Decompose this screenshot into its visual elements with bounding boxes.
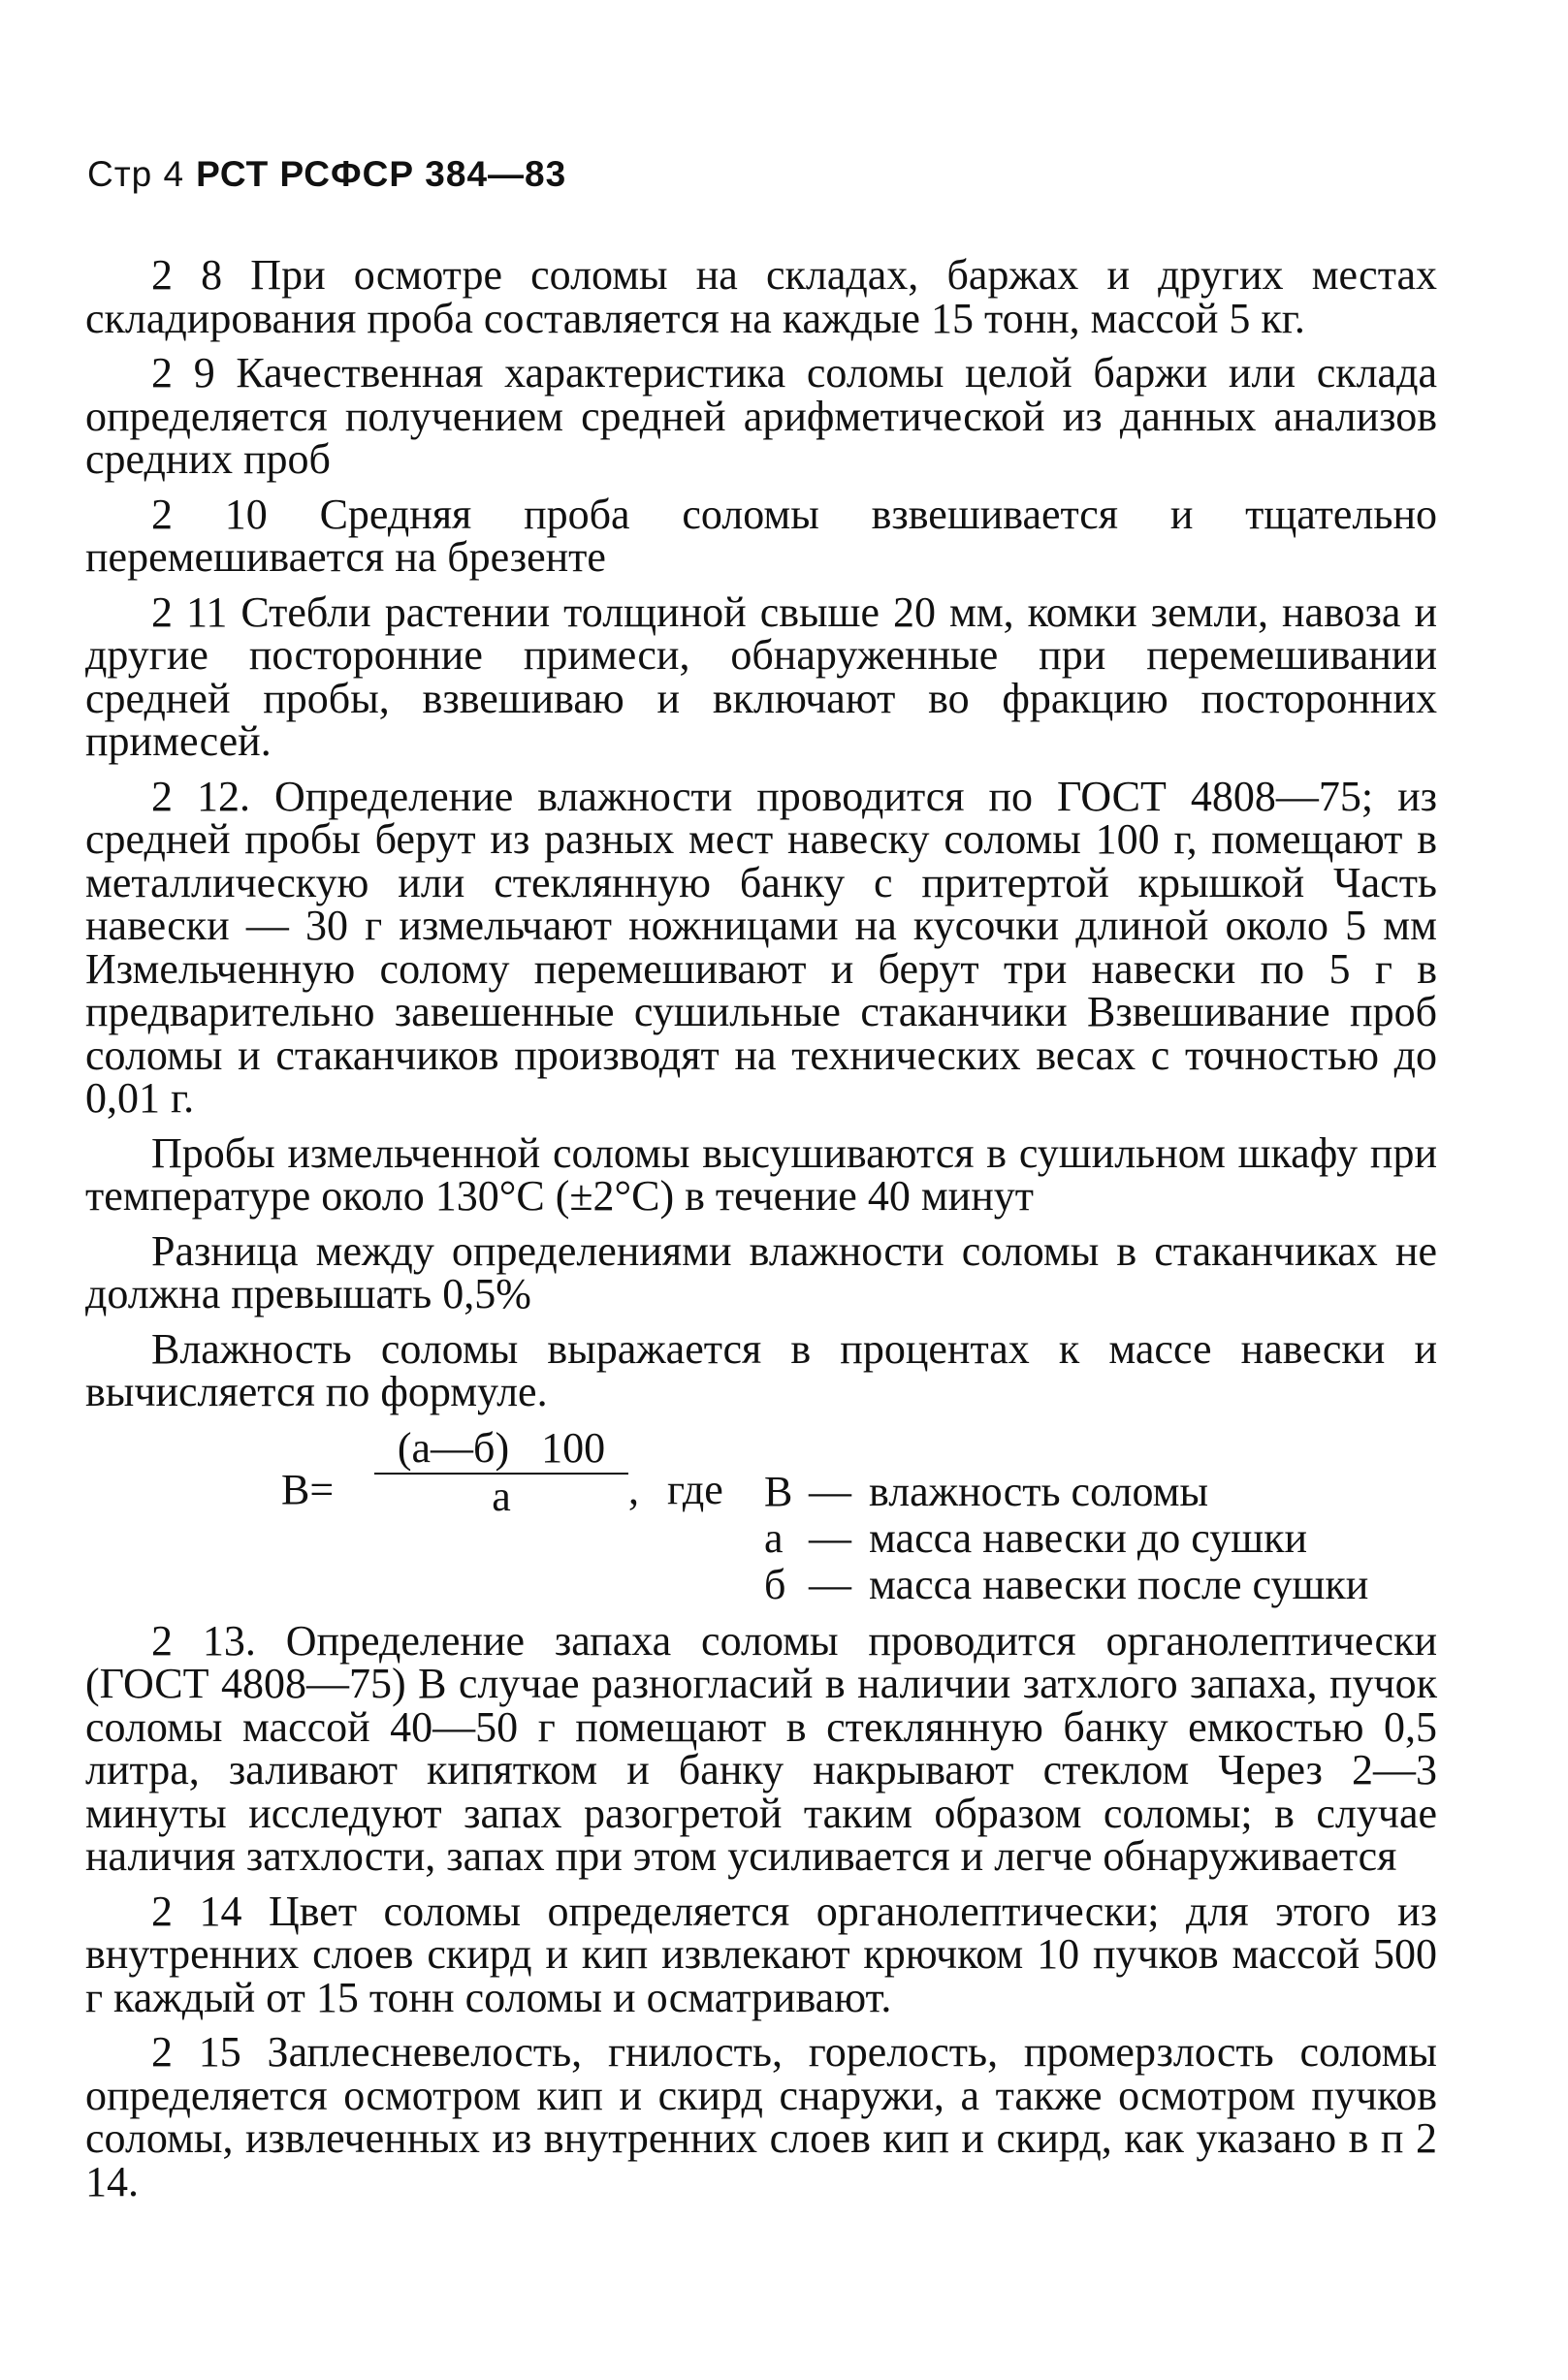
- moisture-formula: [85, 1423, 1437, 1610]
- paragraph-formula-intro: Влажность соломы выражается в процентах к массе навески и вычисляется по формуле.: [85, 1324, 1437, 1415]
- document-code: РСТ РСФСР 384—83: [196, 154, 567, 194]
- legend-symbol: а: [764, 1513, 784, 1562]
- paragraph-2-13: 2 13. Определение запаха соломы проводится органолептически (ГОСТ 4808—75) В случае разногласий в наличии затхлого запаха, пучок соломы массой 40—50 г помещают в стеклянную банку емкостью 0,5 литра, заливают кипятком и банку накрывают стеклом Через 2—3 минуты исследуют запах разогретой таким образом соломы; в случае наличия затхлости, запах при этом усиливается и легче обнаруживается: [85, 1616, 1437, 1880]
- legend-dash: —: [809, 1513, 851, 1562]
- legend-dash: —: [809, 1560, 851, 1608]
- formula-lhs: В=: [281, 1465, 335, 1513]
- paragraph-tolerance: Разница между определениями влажности соломы в стаканчиках не должна превышать 0,5%: [85, 1226, 1437, 1317]
- legend-text: масса навески до сушки: [869, 1513, 1308, 1562]
- legend-dash: —: [809, 1467, 851, 1515]
- paragraph-2-15: 2 15 Заплесневелость, гнилость, горелость, промерзлость соломы определяется осмотром кип и скирд снаружи, а также осмотром пучков соломы, извлеченных из внутренних слоев кип и скирд, как указано в п 2 14.: [85, 2028, 1437, 2205]
- formula-numerator: (а—б) 100: [397, 1423, 606, 1472]
- legend-row-mass-before: [764, 1515, 1368, 1562]
- legend-row-mass-after: [764, 1562, 1368, 1608]
- paragraph-2-8: 2 8 При осмотре соломы на складах, баржах и других местах складирования проба составляется на каждые 15 тонн, массой 5 кг.: [85, 251, 1437, 342]
- paragraph-drying: Пробы измельченной соломы высушиваются в сушильном шкафу при температуре около 130°С (±2°С) в течение 40 минут: [85, 1128, 1437, 1220]
- paragraph-2-14: 2 14 Цвет соломы определяется органолептически; для этого из внутренних слоев скирд и кип извлекают крючком 10 пучков массой 500 г каждый от 15 тонн соломы и осматривают.: [85, 1887, 1437, 2021]
- paragraph-2-12: 2 12. Определение влажности проводится по ГОСТ 4808—75; из средней пробы берут из разных мест навеску соломы 100 г, помещают в металлическую или стеклянную банку с притертой крышкой Часть навески — 30 г измельчают ножницами на кусочки длиной около 5 мм Измельченную солому перемешивают и берут три навески по 5 г в предварительно завешенные сушильные стаканчики Взвешивание проб соломы и стаканчиков производят на технических весах с точностью до 0,01 г.: [85, 772, 1437, 1122]
- legend-text: масса навески после сушки: [869, 1560, 1369, 1608]
- formula-where: где: [667, 1465, 723, 1513]
- legend-row-moisture: [764, 1469, 1368, 1515]
- formula-denominator: а: [492, 1472, 511, 1520]
- formula-legend: [764, 1469, 1368, 1608]
- paragraph-2-10: 2 10 Средняя проба соломы взвешивается и тщательно перемешивается на брезенте: [85, 490, 1437, 581]
- legend-symbol: б: [764, 1560, 786, 1608]
- page-header: [87, 155, 566, 194]
- legend-text: влажность соломы: [869, 1467, 1209, 1515]
- document-body: [85, 251, 1437, 2215]
- paragraph-2-9: 2 9 Качественная характеристика соломы целой баржи или склада определяется получением средней арифметической из данных анализов средних проб: [85, 349, 1437, 483]
- page-number-label: Стр 4: [87, 154, 185, 194]
- legend-symbol: В: [764, 1467, 793, 1515]
- paragraph-2-11: 2 11 Стебли растении толщиной свыше 20 мм, комки земли, навоза и другие посторонние примеси, обнаруженные при перемешивании средней пробы, взвешиваю и включают во фракцию посторонних примесей.: [85, 587, 1437, 765]
- formula-fraction: [374, 1423, 628, 1520]
- formula-comma: ,: [628, 1465, 639, 1513]
